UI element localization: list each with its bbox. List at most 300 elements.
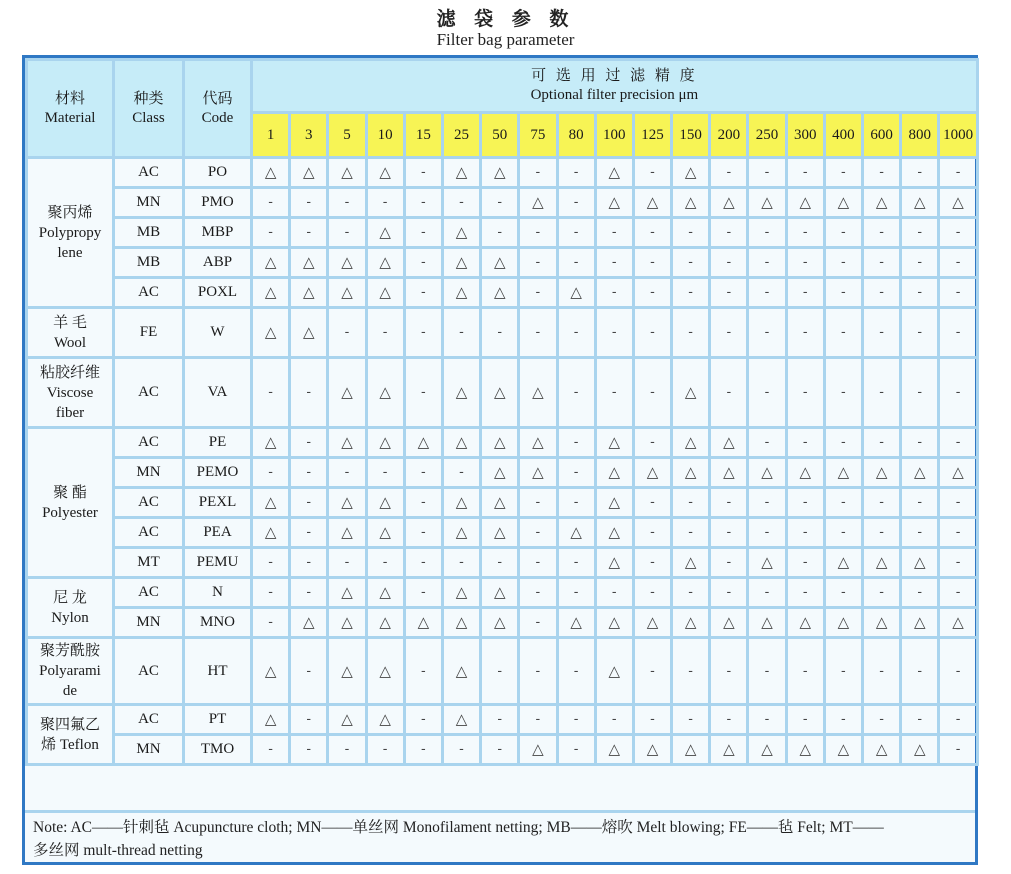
unavailable-dash: - [481, 735, 519, 765]
class-cell: AC [114, 578, 184, 608]
unavailable-dash: - [633, 158, 671, 188]
unavailable-dash: - [672, 248, 710, 278]
available-triangle-icon: △ [481, 158, 519, 188]
unavailable-dash: - [633, 488, 671, 518]
unavailable-dash: - [442, 735, 480, 765]
available-triangle-icon: △ [786, 188, 824, 218]
unavailable-dash: - [633, 705, 671, 735]
available-triangle-icon: △ [366, 158, 404, 188]
unavailable-dash: - [595, 358, 633, 428]
available-triangle-icon: △ [442, 608, 480, 638]
precision-header-125: 125 [633, 113, 671, 158]
unavailable-dash: - [786, 548, 824, 578]
available-triangle-icon: △ [672, 458, 710, 488]
unavailable-dash: - [786, 518, 824, 548]
code-cell: ABP [184, 248, 252, 278]
unavailable-dash: - [748, 308, 786, 358]
available-triangle-icon: △ [328, 638, 366, 705]
unavailable-dash: - [519, 705, 557, 735]
available-triangle-icon: △ [710, 458, 748, 488]
unavailable-dash: - [404, 488, 442, 518]
unavailable-dash: - [519, 158, 557, 188]
code-cell: PEMU [184, 548, 252, 578]
available-triangle-icon: △ [366, 638, 404, 705]
unavailable-dash: - [901, 488, 939, 518]
unavailable-dash: - [748, 578, 786, 608]
unavailable-dash: - [748, 428, 786, 458]
unavailable-dash: - [290, 518, 328, 548]
precision-header-400: 400 [824, 113, 862, 158]
precision-header-3: 3 [290, 113, 328, 158]
available-triangle-icon: △ [633, 188, 671, 218]
available-triangle-icon: △ [252, 158, 290, 188]
precision-header-15: 15 [404, 113, 442, 158]
precision-header-80: 80 [557, 113, 595, 158]
precision-header-250: 250 [748, 113, 786, 158]
unavailable-dash: - [481, 308, 519, 358]
page-title-chinese: 滤 袋 参 数 [436, 8, 575, 30]
unavailable-dash: - [824, 428, 862, 458]
unavailable-dash: - [442, 458, 480, 488]
unavailable-dash: - [290, 578, 328, 608]
available-triangle-icon: △ [863, 735, 901, 765]
material-label-line: Polyarami [39, 663, 101, 679]
precision-header-1000: 1000 [939, 113, 977, 158]
unavailable-dash: - [519, 548, 557, 578]
unavailable-dash: - [633, 218, 671, 248]
code-cell: MNO [184, 608, 252, 638]
unavailable-dash: - [786, 705, 824, 735]
precision-header-150: 150 [672, 113, 710, 158]
available-triangle-icon: △ [557, 518, 595, 548]
class-cell: AC [114, 428, 184, 458]
code-cell: PT [184, 705, 252, 735]
unavailable-dash: - [901, 218, 939, 248]
available-triangle-icon: △ [557, 608, 595, 638]
header-material-en: Material [44, 109, 96, 126]
available-triangle-icon: △ [328, 278, 366, 308]
available-triangle-icon: △ [252, 705, 290, 735]
available-triangle-icon: △ [672, 608, 710, 638]
available-triangle-icon: △ [824, 608, 862, 638]
unavailable-dash: - [404, 458, 442, 488]
material-label-line: fiber [55, 404, 85, 421]
available-triangle-icon: △ [328, 578, 366, 608]
unavailable-dash: - [404, 308, 442, 358]
class-cell: AC [114, 518, 184, 548]
code-cell: N [184, 578, 252, 608]
unavailable-dash: - [290, 548, 328, 578]
material-cell [27, 158, 114, 308]
material-label-line: Nylon [51, 609, 89, 626]
unavailable-dash: - [824, 308, 862, 358]
unavailable-dash: - [901, 358, 939, 428]
available-triangle-icon: △ [595, 188, 633, 218]
unavailable-dash: - [824, 578, 862, 608]
unavailable-dash: - [939, 308, 977, 358]
unavailable-dash: - [519, 248, 557, 278]
class-cell: MN [114, 458, 184, 488]
available-triangle-icon: △ [901, 735, 939, 765]
available-triangle-icon: △ [901, 548, 939, 578]
available-triangle-icon: △ [863, 188, 901, 218]
available-triangle-icon: △ [595, 488, 633, 518]
available-triangle-icon: △ [786, 735, 824, 765]
unavailable-dash: - [519, 638, 557, 705]
available-triangle-icon: △ [328, 248, 366, 278]
unavailable-dash: - [901, 578, 939, 608]
class-cell: AC [114, 705, 184, 735]
available-triangle-icon: △ [442, 488, 480, 518]
unavailable-dash: - [404, 705, 442, 735]
available-triangle-icon: △ [252, 428, 290, 458]
header-precision-zh: 可 选 用 过 滤 精 度 [531, 68, 698, 84]
unavailable-dash: - [901, 518, 939, 548]
available-triangle-icon: △ [672, 735, 710, 765]
code-cell: VA [184, 358, 252, 428]
unavailable-dash: - [939, 578, 977, 608]
legend-note [33, 816, 968, 862]
unavailable-dash: - [519, 488, 557, 518]
unavailable-dash: - [633, 638, 671, 705]
available-triangle-icon: △ [672, 158, 710, 188]
available-triangle-icon: △ [595, 518, 633, 548]
unavailable-dash: - [557, 188, 595, 218]
unavailable-dash: - [404, 248, 442, 278]
available-triangle-icon: △ [252, 638, 290, 705]
available-triangle-icon: △ [366, 518, 404, 548]
unavailable-dash: - [939, 218, 977, 248]
unavailable-dash: - [939, 358, 977, 428]
header-class-en: Class [132, 109, 165, 126]
unavailable-dash: - [863, 218, 901, 248]
unavailable-dash: - [252, 218, 290, 248]
unavailable-dash: - [939, 735, 977, 765]
available-triangle-icon: △ [863, 548, 901, 578]
unavailable-dash: - [748, 488, 786, 518]
header-material-zh: 材料 [54, 90, 85, 107]
class-cell: AC [114, 488, 184, 518]
unavailable-dash: - [939, 548, 977, 578]
header-precision [252, 60, 978, 113]
unavailable-dash: - [252, 578, 290, 608]
table-row [27, 578, 978, 608]
class-cell: MN [114, 608, 184, 638]
unavailable-dash: - [595, 308, 633, 358]
unavailable-dash: - [519, 608, 557, 638]
table-row [27, 638, 978, 705]
header-code-en: Code [201, 109, 234, 126]
unavailable-dash: - [710, 358, 748, 428]
unavailable-dash: - [252, 548, 290, 578]
unavailable-dash: - [824, 638, 862, 705]
unavailable-dash: - [595, 218, 633, 248]
available-triangle-icon: △ [290, 608, 328, 638]
unavailable-dash: - [901, 705, 939, 735]
material-cell [27, 705, 114, 765]
unavailable-dash: - [633, 548, 671, 578]
code-cell: PO [184, 158, 252, 188]
available-triangle-icon: △ [366, 705, 404, 735]
available-triangle-icon: △ [748, 458, 786, 488]
unavailable-dash: - [519, 218, 557, 248]
unavailable-dash: - [748, 518, 786, 548]
unavailable-dash: - [863, 428, 901, 458]
unavailable-dash: - [481, 548, 519, 578]
code-cell: TMO [184, 735, 252, 765]
available-triangle-icon: △ [595, 548, 633, 578]
unavailable-dash: - [481, 705, 519, 735]
table-row [27, 608, 978, 638]
unavailable-dash: - [252, 735, 290, 765]
unavailable-dash: - [824, 705, 862, 735]
available-triangle-icon: △ [672, 548, 710, 578]
unavailable-dash: - [824, 518, 862, 548]
unavailable-dash: - [404, 735, 442, 765]
unavailable-dash: - [442, 548, 480, 578]
table-row [27, 358, 978, 428]
available-triangle-icon: △ [519, 458, 557, 488]
unavailable-dash: - [557, 705, 595, 735]
available-triangle-icon: △ [519, 188, 557, 218]
unavailable-dash: - [557, 158, 595, 188]
unavailable-dash: - [824, 278, 862, 308]
available-triangle-icon: △ [442, 158, 480, 188]
available-triangle-icon: △ [824, 735, 862, 765]
unavailable-dash: - [824, 488, 862, 518]
material-label-line: Wool [53, 334, 87, 351]
available-triangle-icon: △ [328, 488, 366, 518]
unavailable-dash: - [366, 188, 404, 218]
unavailable-dash: - [901, 248, 939, 278]
unavailable-dash: - [595, 705, 633, 735]
unavailable-dash: - [519, 278, 557, 308]
unavailable-dash: - [748, 248, 786, 278]
unavailable-dash: - [404, 158, 442, 188]
available-triangle-icon: △ [366, 428, 404, 458]
available-triangle-icon: △ [290, 158, 328, 188]
unavailable-dash: - [672, 308, 710, 358]
unavailable-dash: - [939, 278, 977, 308]
material-label-line: 聚丙烯 [47, 204, 93, 221]
unavailable-dash: - [252, 458, 290, 488]
unavailable-dash: - [863, 518, 901, 548]
table-row [27, 158, 978, 188]
table-row [27, 458, 978, 488]
unavailable-dash: - [824, 358, 862, 428]
available-triangle-icon: △ [939, 608, 977, 638]
unavailable-dash: - [786, 248, 824, 278]
available-triangle-icon: △ [786, 608, 824, 638]
unavailable-dash: - [672, 638, 710, 705]
precision-header-75: 75 [519, 113, 557, 158]
unavailable-dash: - [252, 358, 290, 428]
unavailable-dash: - [366, 548, 404, 578]
unavailable-dash: - [290, 705, 328, 735]
precision-header-300: 300 [786, 113, 824, 158]
unavailable-dash: - [786, 308, 824, 358]
material-label-line: Polypropy [38, 224, 102, 241]
note-line-1: Note: AC——针刺毡 Acupuncture cloth; MN——单丝网 Monofilament netting; MB——熔吹 Melt blowing; FE——毡 Felt; MT—— [33, 819, 884, 836]
unavailable-dash: - [595, 578, 633, 608]
unavailable-dash: - [901, 158, 939, 188]
available-triangle-icon: △ [481, 428, 519, 458]
material-cell [27, 578, 114, 638]
available-triangle-icon: △ [710, 188, 748, 218]
precision-header-200: 200 [710, 113, 748, 158]
unavailable-dash: - [404, 188, 442, 218]
class-cell: AC [114, 358, 184, 428]
material-label-line: 烯 Teflon [41, 736, 99, 753]
available-triangle-icon: △ [481, 578, 519, 608]
unavailable-dash: - [633, 578, 671, 608]
available-triangle-icon: △ [366, 248, 404, 278]
unavailable-dash: - [939, 488, 977, 518]
header-material [27, 60, 114, 158]
available-triangle-icon: △ [901, 458, 939, 488]
unavailable-dash: - [748, 705, 786, 735]
table-row [27, 705, 978, 735]
material-label-line: Viscose [46, 384, 94, 401]
unavailable-dash: - [290, 458, 328, 488]
unavailable-dash: - [442, 188, 480, 218]
available-triangle-icon: △ [710, 608, 748, 638]
unavailable-dash: - [672, 218, 710, 248]
material-cell [27, 358, 114, 428]
unavailable-dash: - [786, 488, 824, 518]
unavailable-dash: - [442, 308, 480, 358]
available-triangle-icon: △ [290, 278, 328, 308]
available-triangle-icon: △ [481, 518, 519, 548]
unavailable-dash: - [633, 358, 671, 428]
available-triangle-icon: △ [595, 458, 633, 488]
available-triangle-icon: △ [710, 735, 748, 765]
unavailable-dash: - [557, 548, 595, 578]
unavailable-dash: - [633, 248, 671, 278]
unavailable-dash: - [290, 188, 328, 218]
unavailable-dash: - [863, 278, 901, 308]
note-line-2: 多丝网 mult-thread netting [33, 842, 203, 859]
available-triangle-icon: △ [328, 428, 366, 458]
unavailable-dash: - [557, 218, 595, 248]
unavailable-dash: - [710, 158, 748, 188]
unavailable-dash: - [786, 358, 824, 428]
unavailable-dash: - [404, 218, 442, 248]
table-row [27, 218, 978, 248]
unavailable-dash: - [290, 218, 328, 248]
available-triangle-icon: △ [595, 158, 633, 188]
material-cell [27, 428, 114, 578]
precision-header-600: 600 [863, 113, 901, 158]
available-triangle-icon: △ [442, 638, 480, 705]
table-row [27, 548, 978, 578]
available-triangle-icon: △ [519, 358, 557, 428]
unavailable-dash: - [290, 358, 328, 428]
table-row [27, 735, 978, 765]
code-cell: HT [184, 638, 252, 705]
unavailable-dash: - [328, 735, 366, 765]
available-triangle-icon: △ [442, 578, 480, 608]
code-cell: W [184, 308, 252, 358]
unavailable-dash: - [519, 308, 557, 358]
unavailable-dash: - [786, 428, 824, 458]
available-triangle-icon: △ [328, 705, 366, 735]
available-triangle-icon: △ [404, 428, 442, 458]
table-row [27, 248, 978, 278]
unavailable-dash: - [901, 428, 939, 458]
unavailable-dash: - [710, 488, 748, 518]
unavailable-dash: - [863, 248, 901, 278]
unavailable-dash: - [786, 578, 824, 608]
available-triangle-icon: △ [442, 358, 480, 428]
header-class-zh: 种类 [133, 90, 164, 107]
available-triangle-icon: △ [481, 358, 519, 428]
material-label-line: 聚四氟乙 [39, 716, 100, 733]
unavailable-dash: - [710, 518, 748, 548]
unavailable-dash: - [252, 608, 290, 638]
class-cell: FE [114, 308, 184, 358]
code-cell: PEA [184, 518, 252, 548]
code-cell: PEMO [184, 458, 252, 488]
available-triangle-icon: △ [442, 278, 480, 308]
unavailable-dash: - [863, 705, 901, 735]
material-label-line: Polyester [42, 504, 98, 521]
available-triangle-icon: △ [557, 278, 595, 308]
available-triangle-icon: △ [519, 428, 557, 458]
material-cell [27, 638, 114, 705]
available-triangle-icon: △ [442, 428, 480, 458]
class-cell: MB [114, 218, 184, 248]
unavailable-dash: - [710, 278, 748, 308]
class-cell: MT [114, 548, 184, 578]
unavailable-dash: - [519, 518, 557, 548]
class-cell: AC [114, 278, 184, 308]
available-triangle-icon: △ [481, 608, 519, 638]
unavailable-dash: - [939, 638, 977, 705]
available-triangle-icon: △ [901, 608, 939, 638]
available-triangle-icon: △ [824, 548, 862, 578]
unavailable-dash: - [672, 578, 710, 608]
unavailable-dash: - [557, 488, 595, 518]
unavailable-dash: - [557, 638, 595, 705]
page-title-english: Filter bag parameter [436, 30, 575, 49]
class-cell: MB [114, 248, 184, 278]
unavailable-dash: - [328, 188, 366, 218]
code-cell: PE [184, 428, 252, 458]
unavailable-dash: - [939, 705, 977, 735]
unavailable-dash: - [863, 308, 901, 358]
available-triangle-icon: △ [672, 188, 710, 218]
unavailable-dash: - [824, 248, 862, 278]
available-triangle-icon: △ [595, 428, 633, 458]
unavailable-dash: - [633, 428, 671, 458]
precision-header-1: 1 [252, 113, 290, 158]
unavailable-dash: - [328, 548, 366, 578]
unavailable-dash: - [404, 548, 442, 578]
material-label-line: 聚 酯 [53, 484, 87, 501]
unavailable-dash: - [519, 578, 557, 608]
unavailable-dash: - [672, 278, 710, 308]
precision-header-100: 100 [595, 113, 633, 158]
unavailable-dash: - [557, 735, 595, 765]
available-triangle-icon: △ [252, 488, 290, 518]
available-triangle-icon: △ [252, 278, 290, 308]
unavailable-dash: - [748, 218, 786, 248]
available-triangle-icon: △ [748, 548, 786, 578]
precision-header-25: 25 [442, 113, 480, 158]
available-triangle-icon: △ [442, 705, 480, 735]
precision-header-800: 800 [901, 113, 939, 158]
